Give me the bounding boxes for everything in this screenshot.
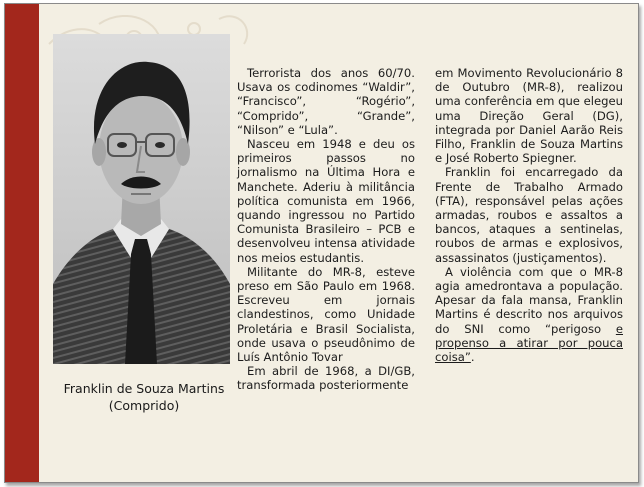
paragraph-intro: Terrorista dos anos 60/70. Usava os codinomes “Waldir”, “Francisco”, “Rogério”, “Comprido”, “Grande”, “Nilson” e “Lula”. bbox=[237, 66, 415, 137]
red-side-band bbox=[5, 4, 39, 482]
photo-caption bbox=[49, 380, 239, 414]
paragraph-militancy: Militante do MR-8, esteve preso em São Paulo em 1968. Escreveu em jornais clandestinos, como Unidade Proletária e Brasil Socialista, onde usava o pseudônimo de Luís Antônio Tovar bbox=[237, 264, 415, 365]
caption-nickname: (Comprido) bbox=[108, 398, 180, 413]
text-column-right bbox=[435, 66, 623, 364]
paragraph-continuation: em Movimento Revolucionário 8 de Outubro (MR-8), realizou uma conferência em que elegeu uma Direção Geral (DG), integrada por Daniel Aarão Reis Filho, Franklin de Souza Martins e José Roberto Spiegner. bbox=[435, 66, 623, 166]
paragraph-violence bbox=[435, 265, 623, 364]
document-page bbox=[4, 3, 639, 483]
text-column-left bbox=[237, 66, 415, 393]
underlined-quote: e propenso a atirar por pouca coisa” bbox=[435, 321, 623, 365]
paragraph-birth: Nasceu em 1948 e deu os primeiros passos no jornalismo na Última Hora e Manchete. Aderiu à militância política comunista em 1966, quando ingressou no Partido Comunista Brasileiro – PCB e desenvolveu intensa atividade nos meios estudantis. bbox=[237, 137, 415, 265]
portrait-photo bbox=[53, 34, 230, 364]
caption-name: Franklin de Souza Martins bbox=[63, 381, 225, 396]
violence-end: . bbox=[470, 350, 475, 365]
paragraph-fta: Franklin foi encarregado da Frente de Trabalho Armado (FTA), responsável pelas ações armadas, roubos e assaltos a bancos, ataques a sentinelas, roubos de armas e explosivos, assassinatos (justiçamentos). bbox=[435, 165, 623, 265]
paragraph-april-1968: Em abril de 1968, a DI/GB, transformada posteriormente bbox=[237, 364, 415, 393]
violence-text: A violência com que o MR-8 agia amedrontava a população. Apesar da fala mansa, Franklin Martins é descrito nos arquivos do SNI como “perigoso bbox=[435, 264, 623, 336]
